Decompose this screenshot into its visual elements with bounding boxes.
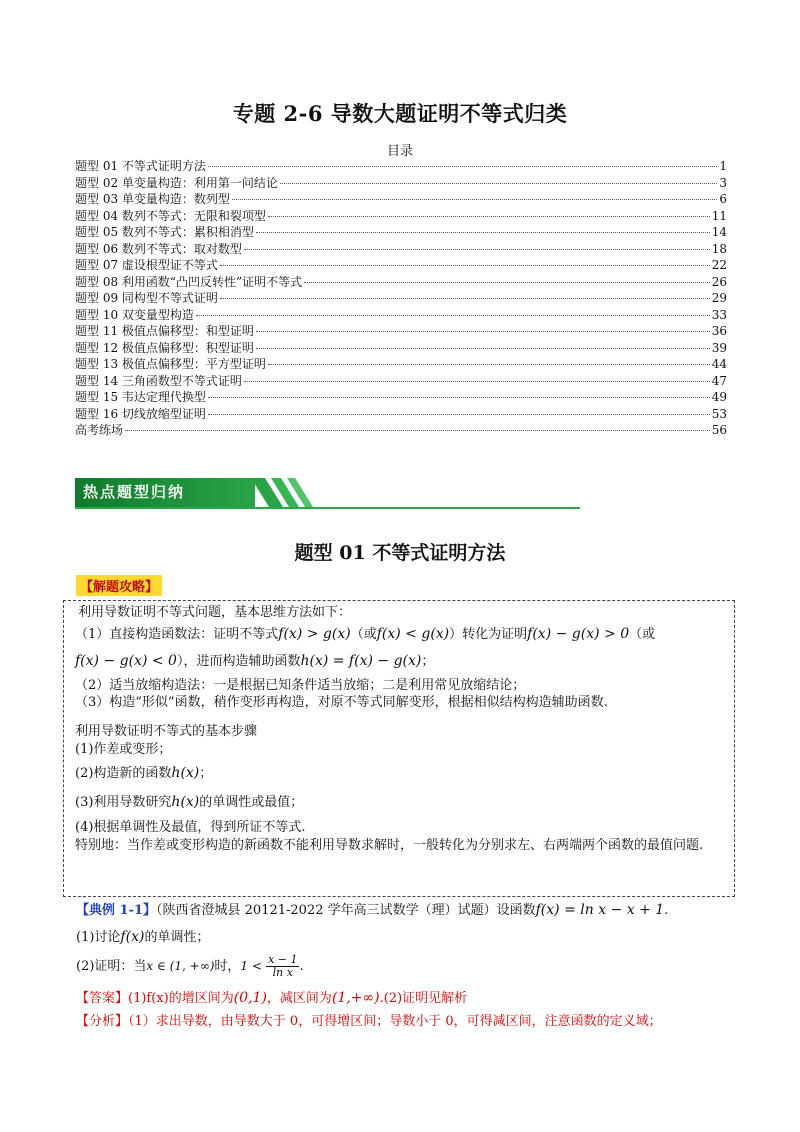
- tips-intro: 利用导数证明不等式问题，基本思维方法如下：: [78, 605, 352, 620]
- toc-leader: [208, 166, 717, 167]
- math-expression: f(x) − g(x) < 0: [75, 653, 177, 669]
- answer-text: (1)f(x)的增区间为: [128, 991, 234, 1006]
- toc-entry-page: 44: [711, 357, 727, 371]
- math-expression: 1 <: [240, 959, 262, 973]
- toc-entry[interactable]: [75, 340, 727, 357]
- tips-text: 时，: [214, 959, 241, 974]
- answer-text: ，减区间为: [266, 991, 332, 1006]
- toc-entry-page: 1: [719, 159, 727, 173]
- math-expression: f(x) > g(x): [278, 626, 351, 642]
- toc-entry-label: 题型 13 极值点偏移型：平方型证明: [75, 357, 266, 371]
- toc-entry-label: 题型 05 数列不等式：累积相消型: [75, 225, 254, 239]
- math-expression: f(x) = ln x − x + 1: [535, 902, 665, 918]
- toc-entry-page: 14: [711, 225, 727, 239]
- tips-text: ）转化为证明: [449, 627, 528, 642]
- toc-entry-page: 47: [711, 373, 727, 388]
- toc-entry-page: 33: [711, 307, 727, 322]
- toc-entry-label: 题型 08 利用函数“凸凹反转性”证明不等式: [75, 274, 303, 289]
- toc-entry-label: 题型 06 数列不等式：取对数型: [75, 241, 242, 256]
- answer-line: [76, 989, 467, 1008]
- math-expression: (0,1): [233, 990, 267, 1006]
- toc-entry-page: 39: [711, 340, 727, 355]
- example-1-1: [76, 901, 668, 920]
- math-expression: (1,+∞): [331, 990, 380, 1006]
- toc-entry[interactable]: [75, 175, 727, 192]
- tips-text: 的单调性；: [144, 930, 210, 945]
- document-title: 专题 2-6 导数大题证明不等式归类: [232, 101, 568, 126]
- step-1: (1)作差或变形；: [75, 742, 172, 757]
- toc-entry[interactable]: [75, 356, 727, 373]
- toc-leader: [256, 348, 710, 349]
- toc-entry-page: 3: [719, 175, 727, 190]
- math-expression: f(x): [120, 929, 145, 945]
- math-expression: f(x) < g(x): [376, 626, 450, 642]
- toc-entry[interactable]: [75, 406, 727, 423]
- tips-text: （或: [629, 627, 656, 642]
- toc-entry-page: 56: [711, 423, 727, 437]
- toc-entry-page: 29: [711, 291, 727, 305]
- fraction-numerator: x − 1: [268, 953, 298, 966]
- toc-leader: [256, 232, 710, 233]
- banner-rule: [75, 507, 580, 509]
- tips-text: ），进而构造辅助函数: [176, 654, 301, 669]
- toc-entry[interactable]: [75, 274, 727, 291]
- example-question-1: [76, 928, 209, 947]
- step-4: (4)根据单调性及最值，得到所证不等式.: [75, 820, 306, 835]
- toc-entry-label: 题型 10 双变量型构造: [75, 307, 194, 322]
- toc-leader: [220, 265, 710, 266]
- toc-entry-label: 题型 02 单变量构造：利用第一问结论: [75, 175, 278, 190]
- toc-leader: [268, 216, 710, 217]
- section-title: 题型 01 不等式证明方法: [294, 542, 506, 564]
- toc-entry-label: 题型 07 虚设根型证不等式: [75, 258, 218, 272]
- toc-leader: [220, 298, 710, 299]
- toc-entry[interactable]: [75, 307, 727, 324]
- toc-entry-page: 6: [719, 192, 727, 206]
- toc-entry[interactable]: [75, 373, 727, 390]
- answer-text: .(2)证明见解析: [379, 991, 468, 1006]
- tips-box: [63, 600, 735, 897]
- math-expression: x ∈ (1, +∞): [146, 959, 215, 973]
- toc-leader: [196, 315, 710, 316]
- toc-entry[interactable]: [75, 257, 727, 274]
- toc-leader: [244, 381, 710, 382]
- toc-entry-label: 题型 16 切线放缩型证明: [75, 406, 206, 421]
- toc-entry-label: 题型 09 同构型不等式证明: [75, 291, 218, 305]
- toc-entry[interactable]: [75, 224, 727, 241]
- tips-text: .: [664, 903, 669, 918]
- toc-entry-page: 49: [711, 390, 727, 404]
- tips-special-note: 特别地：当作差或变形构造的新函数不能利用导数求解时，一般转化为分别求左、右两端两个函数的最值问题.: [75, 838, 704, 853]
- section-banner: [75, 476, 580, 509]
- tips-text: (1)讨论: [76, 930, 121, 945]
- math-expression: h(x): [171, 794, 200, 810]
- toc-entry-page: 18: [711, 241, 727, 256]
- tips-text: .: [299, 959, 304, 974]
- analysis-label: 【分析】: [76, 1014, 129, 1029]
- analysis-line: [76, 1013, 662, 1031]
- toc-entry-page: 11: [711, 208, 727, 223]
- math-expression: h(x): [171, 765, 200, 781]
- toc-entry[interactable]: [75, 241, 727, 258]
- math-expression: f(x) − g(x) > 0: [527, 626, 630, 642]
- tips-text: 的单调性或最值；: [199, 795, 304, 810]
- toc-leader: [304, 282, 710, 283]
- toc-entry[interactable]: [75, 422, 727, 439]
- toc-entry-page: 53: [711, 406, 727, 421]
- analysis-text: （1）求出导数，由导数大于 0，可得增区间；导数小于 0，可得减区间，注意函数的定义域；: [128, 1014, 662, 1029]
- toc-leader: [208, 414, 710, 415]
- toc-leader: [232, 199, 717, 200]
- toc-leader: [280, 183, 717, 184]
- step-2: [75, 764, 212, 783]
- tips-text: (3)利用导数研究: [75, 795, 172, 810]
- tips-text: ；: [421, 654, 435, 669]
- banner-stripes-icon: [251, 478, 341, 507]
- tips-tag: 【解题攻略】: [76, 575, 162, 596]
- tips-text: ；: [199, 766, 213, 781]
- toc-entry-label: 题型 14 三角函数型不等式证明: [75, 373, 242, 388]
- toc-leader: [208, 397, 710, 398]
- toc-entry-label: 题型 11 极值点偏移型：和型证明: [75, 324, 254, 338]
- toc-entry-label: 题型 03 单变量构造：数列型: [75, 192, 230, 206]
- toc-leader: [268, 364, 710, 365]
- toc-entry-label: 题型 01 不等式证明方法: [75, 159, 206, 173]
- toc-entry[interactable]: [75, 158, 727, 175]
- toc-entry-page: 22: [711, 258, 727, 272]
- tips-text: （或: [350, 627, 377, 642]
- toc-entry[interactable]: [75, 323, 727, 340]
- toc-heading: 目录: [386, 144, 413, 159]
- fraction: [266, 954, 299, 979]
- tips-method-1-line2: [75, 652, 434, 671]
- tips-text: (2)证明：当: [76, 959, 147, 974]
- banner-text: 热点题型归纳: [83, 483, 186, 501]
- tips-method-2: （2）适当放缩构造法：一是根据已知条件适当放缩；二是利用常见放缩结论；: [75, 678, 526, 693]
- tips-method-3: （3）构造“形似”函数，稍作变形再构造，对原不等式同解变形，根据相似结构构造辅助函数.: [75, 695, 608, 710]
- toc-entry[interactable]: [75, 290, 727, 307]
- steps-title: 利用导数证明不等式的基本步骤: [75, 724, 258, 739]
- example-label: 【典例 1-1】: [76, 903, 157, 918]
- toc-entry-page: 36: [711, 324, 727, 338]
- toc-entry-label: 高考练场: [75, 423, 124, 437]
- table-of-contents: [75, 158, 727, 439]
- example-question-2: [76, 951, 304, 982]
- toc-entry[interactable]: [75, 208, 727, 225]
- tips-text: (2)构造新的函数: [75, 766, 172, 781]
- toc-entry-label: 题型 04 数列不等式：无限和裂项型: [75, 208, 266, 223]
- step-3: [75, 793, 303, 812]
- toc-leader: [244, 249, 710, 250]
- toc-leader: [125, 430, 710, 431]
- toc-entry-page: 26: [711, 274, 727, 289]
- toc-leader: [256, 331, 710, 332]
- toc-entry[interactable]: [75, 191, 727, 208]
- fraction-denominator: ln x: [272, 966, 293, 979]
- math-expression: h(x) = f(x) − g(x): [300, 653, 422, 669]
- tips-text: （1）直接构造函数法：证明不等式: [75, 627, 279, 642]
- answer-label: 【答案】: [76, 991, 129, 1006]
- toc-entry-label: 题型 15 韦达定理代换型: [75, 390, 206, 404]
- toc-entry-label: 题型 12 极值点偏移型：积型证明: [75, 340, 254, 355]
- example-source: （陕西省澄城县 20121-2022 学年高三试数学（理）试题）设函数: [156, 903, 536, 918]
- tips-method-1-line1: [75, 625, 655, 644]
- toc-entry[interactable]: [75, 389, 727, 406]
